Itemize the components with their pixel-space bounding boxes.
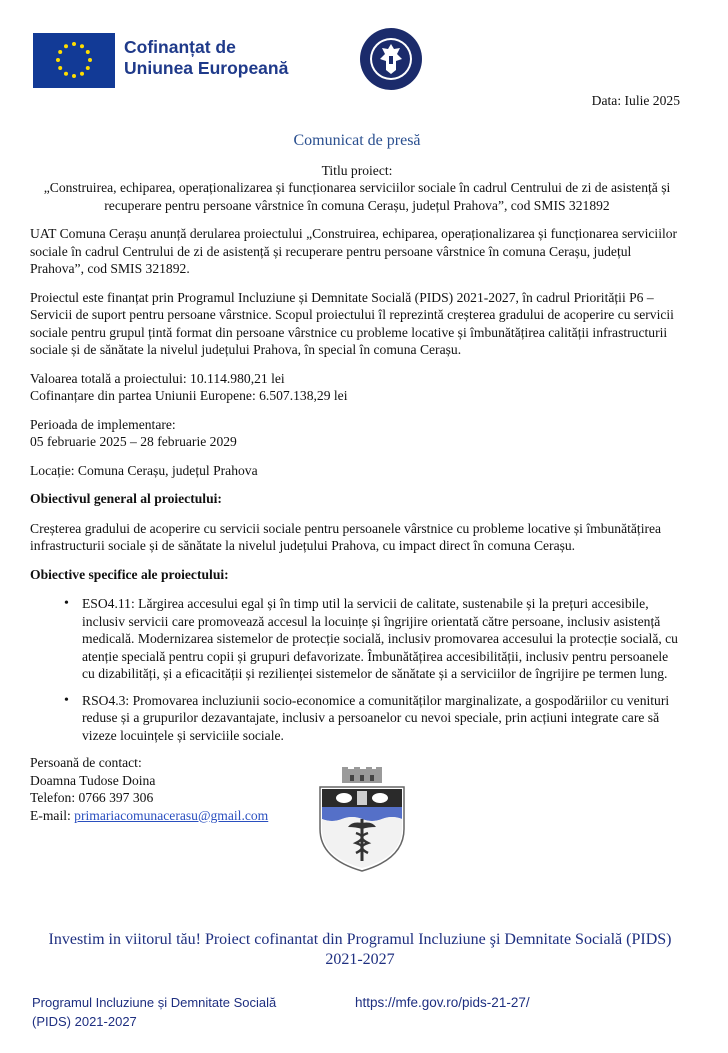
eu-label-line1: Cofinanțat de xyxy=(124,37,236,57)
contact-email-link[interactable]: primariacomunacerasu@gmail.com xyxy=(74,807,269,823)
document-date: Data: Iulie 2025 xyxy=(591,93,680,108)
footer-program-line2: (PIDS) 2021-2027 xyxy=(32,1014,137,1029)
list-item: • RSO4.3: Promovarea incluziunii socio-economice a comunităților marginalizate, a gospodăriilor cu venituri reduse și a grupurilor dezavantajate, inclusiv a persoanelor cu nevoi speciale, prin acțiuni integrate care să vizeze locuințele și serviciile sociale. xyxy=(82,692,684,745)
eu-cofinancing-value: Cofinanțare din partea Uniunii Europene: 6.507.138,29 lei xyxy=(30,388,348,403)
project-values xyxy=(30,370,684,405)
financing-paragraph: Proiectul este finanțat prin Programul Incluziune și Demnitate Socială (PIDS) 2021-2027, în cadrul Priorității P6 – Servicii de suport pentru persoane vârstnice. Scopul proiectului îl reprezintă creșterea gradului de acoperire cu servicii sociale pentru grupul țintă format din persoane vârstnice cu probleme locative și îmbunătățirea calității infrastructurii sociale și de sănătate la nivelul județului Prahova, în special în comuna Cerașu. xyxy=(30,289,674,357)
specific-objectives-list xyxy=(30,595,684,744)
header xyxy=(30,30,700,90)
contact-name: Doamna Tudose Doina xyxy=(30,772,156,788)
eu-label-line2: Uniunea Europeană xyxy=(124,58,289,78)
project-title-block xyxy=(30,162,684,215)
government-logo-icon xyxy=(358,26,424,92)
footer-url[interactable]: https://mfe.gov.ro/pids-21-27/ xyxy=(355,995,530,1010)
total-value: Valoarea totală a proiectului: 10.114.980,21 lei xyxy=(30,370,285,386)
period-range: 05 februarie 2025 – 28 februarie 2029 xyxy=(30,434,237,449)
project-title: „Construirea, echiparea, operaționalizarea și funcționarea serviciilor sociale în cadrul Centrului de zi de asistență și recuperare pentru persoane vârstnice în comuna Cerașu, județul Prahova”, cod SMIS 321892 xyxy=(43,180,671,213)
footer-program-line1: Programul Incluziune și Demnitate Socială xyxy=(32,995,277,1010)
specific-objectives-heading: Obiective specifice ale proiectului: xyxy=(30,566,229,582)
announcement-paragraph: UAT Comuna Cerașu anunță derularea proiectului „Construirea, echiparea, operaționalizarea și funcționarea serviciilor sociale în cadrul Centrului de zi de asistență și recuperare pentru persoane vârstnice în comuna Cerașu, județul Prahova”, cod SMIS 321892. xyxy=(30,226,678,276)
page-title: Comunicat de presă xyxy=(293,132,421,149)
project-title-label: Titlu proiect: xyxy=(321,162,393,178)
general-objective-text: Creșterea gradului de acoperire cu servicii sociale pentru persoanele vârstnice cu probleme locative și îmbunătățirea infrastructurii sociale și de sănătate la nivelul județului Prahova, cu impact direct în comuna Cerașu. xyxy=(30,520,662,553)
period-label: Perioada de implementare: xyxy=(30,416,176,432)
contact-phone: Telefon: 0766 397 306 xyxy=(30,790,154,805)
contact-email-label: E-mail: xyxy=(30,807,75,823)
list-item: • ESO4.11: Lărgirea accesului egal și în timp util la servicii de calitate, sustenabile și la prețuri accesibile, inclusiv servicii care promovează accesul la locuințe și îngrijire orientată către persoane, inclusiv asistență medicală. Modernizarea sistemelor de protecție socială, inclusiv promovarea accesului la protecție socială, cu atenție specială pentru copii și grupuri defavorizate. Îmbunătățirea accesibilității, inclusiv pentru persoanele cu dizabilități, și a eficacității și rezilienței sistemelor de sănătate și a serviciilor de îngrijire pe termen lung. xyxy=(82,595,684,683)
contact-label: Persoană de contact: xyxy=(30,755,142,770)
eu-cofinancing-label xyxy=(124,37,288,79)
coat-of-arms-icon xyxy=(312,767,412,872)
footer-program-name xyxy=(32,993,322,1031)
press-release-body xyxy=(30,132,684,824)
general-objective-heading: Obiectivul general al proiectului: xyxy=(30,491,222,506)
implementation-period xyxy=(30,416,684,451)
project-location: Locație: Comuna Cerașu, județul Prahova xyxy=(30,462,258,478)
slogan: Investim in viitorul tău! Proiect cofinantat din Programul Incluziune şi Demnitate Socială (PIDS) 2021-2027 xyxy=(48,931,672,968)
eu-flag-icon xyxy=(33,33,115,88)
